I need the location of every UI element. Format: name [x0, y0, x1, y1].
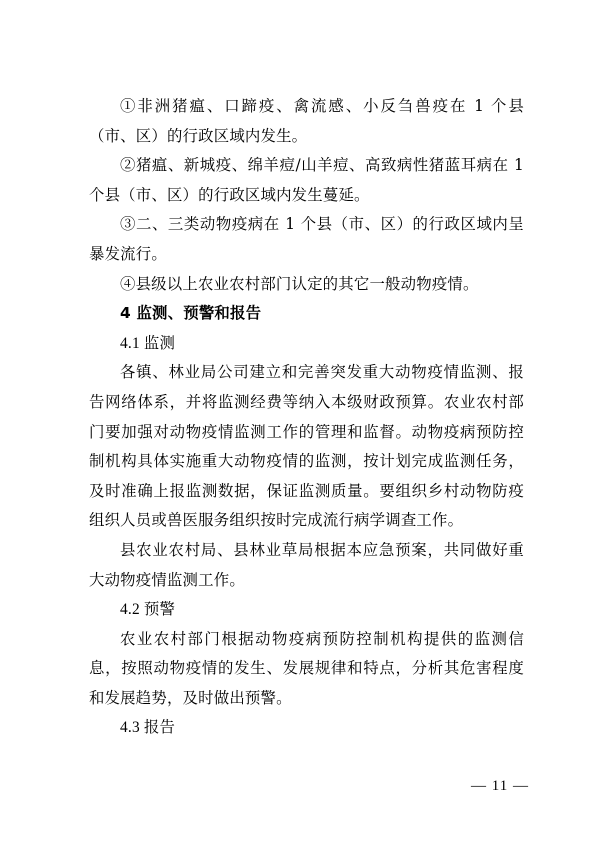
list-item-1: ①非洲猪瘟、口蹄疫、禽流感、小反刍兽疫在 1 个县（市、区）的行政区域内发生。: [89, 97, 524, 145]
subsection-heading-4-2: 4.2 预警: [120, 601, 176, 619]
page-body: [89, 92, 524, 743]
monitoring-paragraph-1: 各镇、林业局公司建立和完善突发重大动物疫情监测、报告网络体系，并将监测经费等纳入本级财政预算。农业农村部门要加强对动物疫情监测工作的管理和监督。动物疫病预防控制机构具体实施重大动物疫情的监测，按计划完成监测任务，及时准确上报监测数据，保证监测质量。要组织乡村动物防疫组织人员或兽医服务组织按时完成流行病学调查工作。: [89, 363, 524, 530]
list-item-3: ③二、三类动物疫病在 1 个县（市、区）的行政区域内呈暴发流行。: [89, 215, 524, 263]
list-item-4: ④县级以上农业农村部门认定的其它一般动物疫情。: [120, 274, 479, 293]
section-heading-4: 4 监测、预警和报告: [120, 304, 262, 323]
subsection-heading-4-1: 4.1 监测: [120, 334, 176, 352]
subsection-heading-4-3: 4.3 报告: [120, 719, 176, 737]
monitoring-paragraph-2: 县农业农村局、县林业草局根据本应急预案，共同做好重大动物疫情监测工作。: [89, 540, 524, 589]
list-item-2: ②猪瘟、新城疫、绵羊痘/山羊痘、高致病性猪蓝耳病在 1 个县（市、区）的行政区域内发生蔓延。: [89, 156, 524, 204]
page-number: — 11 —: [471, 778, 529, 794]
warning-paragraph: 农业农村部门根据动物疫病预防控制机构提供的监测信息，按照动物疫情的发生、发展规律和特点，分析其危害程度和发展趋势，及时做出预警。: [89, 629, 524, 707]
